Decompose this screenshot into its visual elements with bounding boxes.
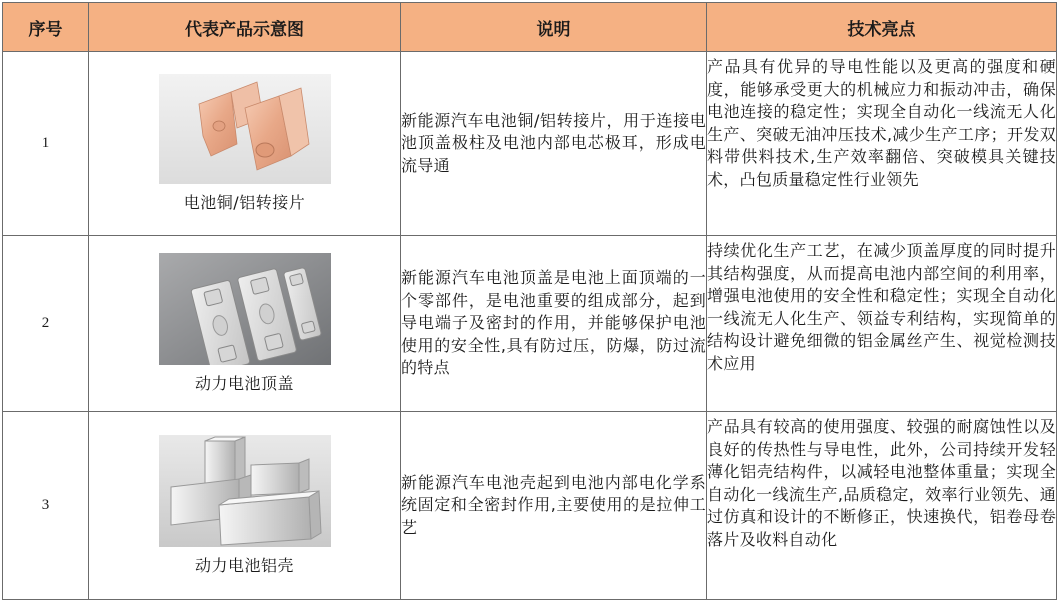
- header-index: 序号: [3, 3, 89, 52]
- copper-aluminum-tab-photo: [159, 74, 331, 184]
- header-row: [3, 3, 1057, 52]
- product-image-cell: [89, 236, 401, 412]
- product-image-cell: [89, 412, 401, 600]
- table-row: [3, 412, 1057, 600]
- product-description: 新能源汽车电池顶盖是电池上面顶端的一个零部件，是电池重要的组成部分，起到导电端子及密封的作用，并能够保护电池使用的安全性,具有防过压，防爆，防过流的特点: [401, 236, 707, 412]
- header-image: 代表产品示意图: [89, 3, 401, 52]
- row-index: 2: [3, 236, 89, 412]
- product-caption: 电池铜/铝转接片: [183, 193, 306, 212]
- product-highlights: 产品具有较高的使用强度、较强的耐腐蚀性以及良好的传热性与导电性，此外，公司持续开发轻薄化铝壳结构件，以减轻电池整体重量；实现全自动化一线流生产,品质稳定，效率行业领先、通过仿真和设计的不断修正，快速换代，铝卷母卷落片及收料自动化: [707, 412, 1057, 600]
- product-description: 新能源汽车电池铜/铝转接片，用于连接电池顶盖极柱及电池内部电芯极耳，形成电流导通: [401, 52, 707, 236]
- header-highlights: 技术亮点: [707, 3, 1057, 52]
- product-caption: 动力电池顶盖: [194, 374, 294, 393]
- product-image-cell: [89, 52, 401, 236]
- aluminum-shell-photo: [159, 435, 331, 547]
- product-highlights: 产品具有优异的导电性能以及更高的强度和硬度，能够承受更大的机械应力和振动冲击，确保电池连接的稳定性；实现全自动化一线流无人化生产、突破无油冲压技术,减少生产工序；开发双料带供料技术,生产效率翻倍、突破模具关键技术，凸包质量稳定性行业领先: [707, 52, 1057, 236]
- product-caption: 动力电池铝壳: [194, 556, 294, 575]
- row-index: 3: [3, 412, 89, 600]
- table-row: [3, 236, 1057, 412]
- product-table: [2, 2, 1057, 600]
- header-description: 说明: [401, 3, 707, 52]
- row-index: 1: [3, 52, 89, 236]
- product-highlights: 持续优化生产工艺，在减少顶盖厚度的同时提升其结构强度，从而提高电池内部空间的利用率，增强电池使用的安全性和稳定性；实现全自动化一线流无人化生产、领益专利结构，实现简单的结构设计避免细微的铝金属丝产生、视觉检测技术应用: [707, 236, 1057, 412]
- battery-top-cover-photo: [159, 253, 331, 365]
- product-description: 新能源汽车电池壳起到电池内部电化学系统固定和全密封作用,主要使用的是拉伸工艺: [401, 412, 707, 600]
- table-row: [3, 52, 1057, 236]
